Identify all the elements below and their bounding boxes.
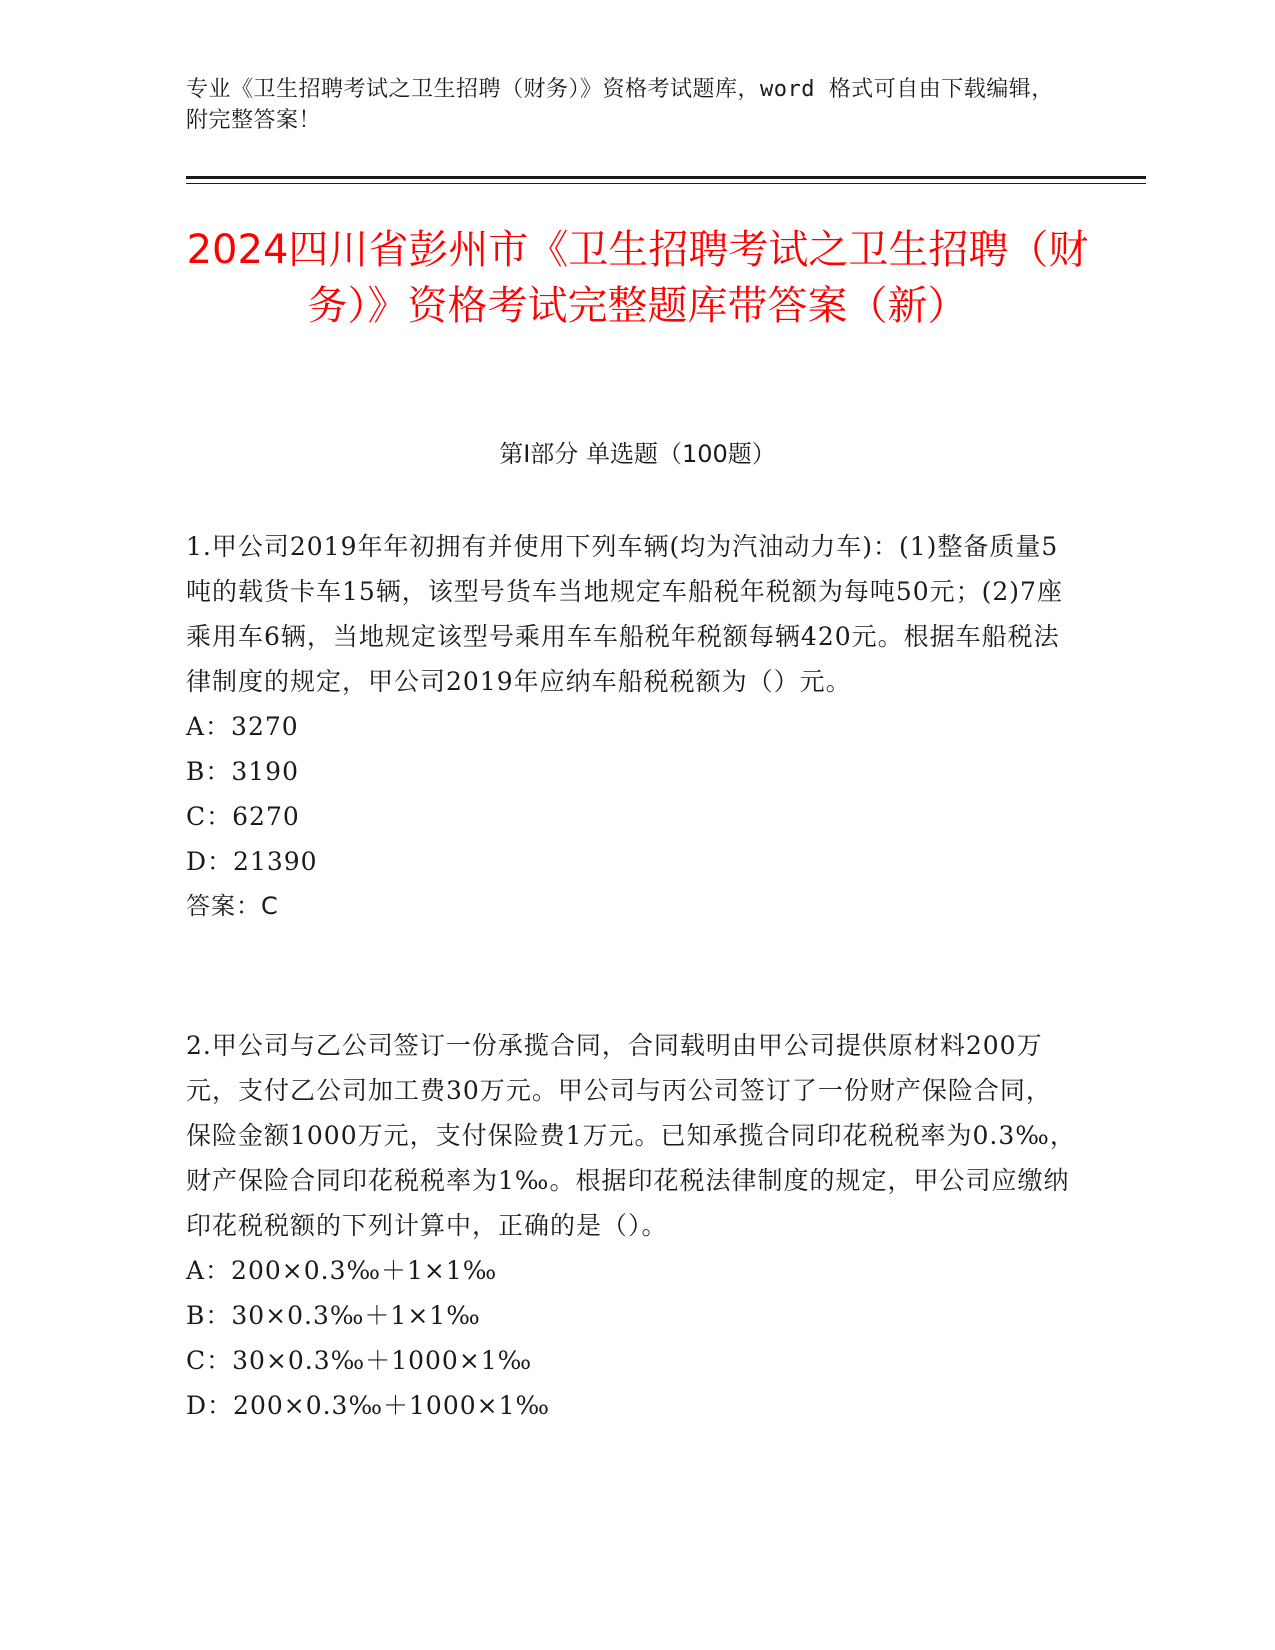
header-rule-thick xyxy=(186,176,1146,179)
option-c: C：6270 xyxy=(186,802,300,831)
option-b: B：3190 xyxy=(186,757,299,786)
header-rule-thin xyxy=(186,183,1146,184)
option-d: D：21390 xyxy=(186,847,318,876)
question-stem: 2.甲公司与乙公司签订一份承揽合同，合同载明由甲公司提供原材料200万元，支付乙公司加工费30万元。甲公司与丙公司签订了一份财产保险合同，保险金额1000万元，支付保险费1万元。已知承揽合同印花税税率为0.3‰，财产保险合同印花税税率为1‰。根据印花税法律制度的规定，甲公司应缴纳印花税税额的下列计算中，正确的是（）。 xyxy=(186,1031,1076,1240)
answer-label: 答案：C xyxy=(186,892,279,920)
document-title: 2024四川省彭州市《卫生招聘考试之卫生招聘（财务）》资格考试完整题库带答案（新） xyxy=(186,227,1089,329)
header-note: 专业《卫生招聘考试之卫生招聘（财务）》资格考试题库，word 格式可自由下载编辑，附完整答案！ xyxy=(186,77,1054,133)
section-title: 第Ⅰ部分 单选题（100题） xyxy=(499,440,776,468)
option-b: B：30×0.3‰＋1×1‰ xyxy=(186,1301,481,1330)
option-a: A：3270 xyxy=(186,712,299,741)
question-1 xyxy=(186,524,1076,929)
question-2 xyxy=(186,1023,1076,1428)
question-stem: 1.甲公司2019年年初拥有并使用下列车辆(均为汽油动力车)：(1)整备质量5吨的载货卡车15辆，该型号货车当地规定车船税年税额为每吨50元；(2)7座乘用车6辆，当地规定该型号乘用车车船税年税额每辆420元。根据车船税法律制度的规定，甲公司2019年应纳车船税税额为（）元。 xyxy=(186,532,1063,696)
option-d: D：200×0.3‰＋1000×1‰ xyxy=(186,1391,551,1420)
option-c: C：30×0.3‰＋1000×1‰ xyxy=(186,1346,533,1375)
option-a: A：200×0.3‰＋1×1‰ xyxy=(186,1256,498,1285)
